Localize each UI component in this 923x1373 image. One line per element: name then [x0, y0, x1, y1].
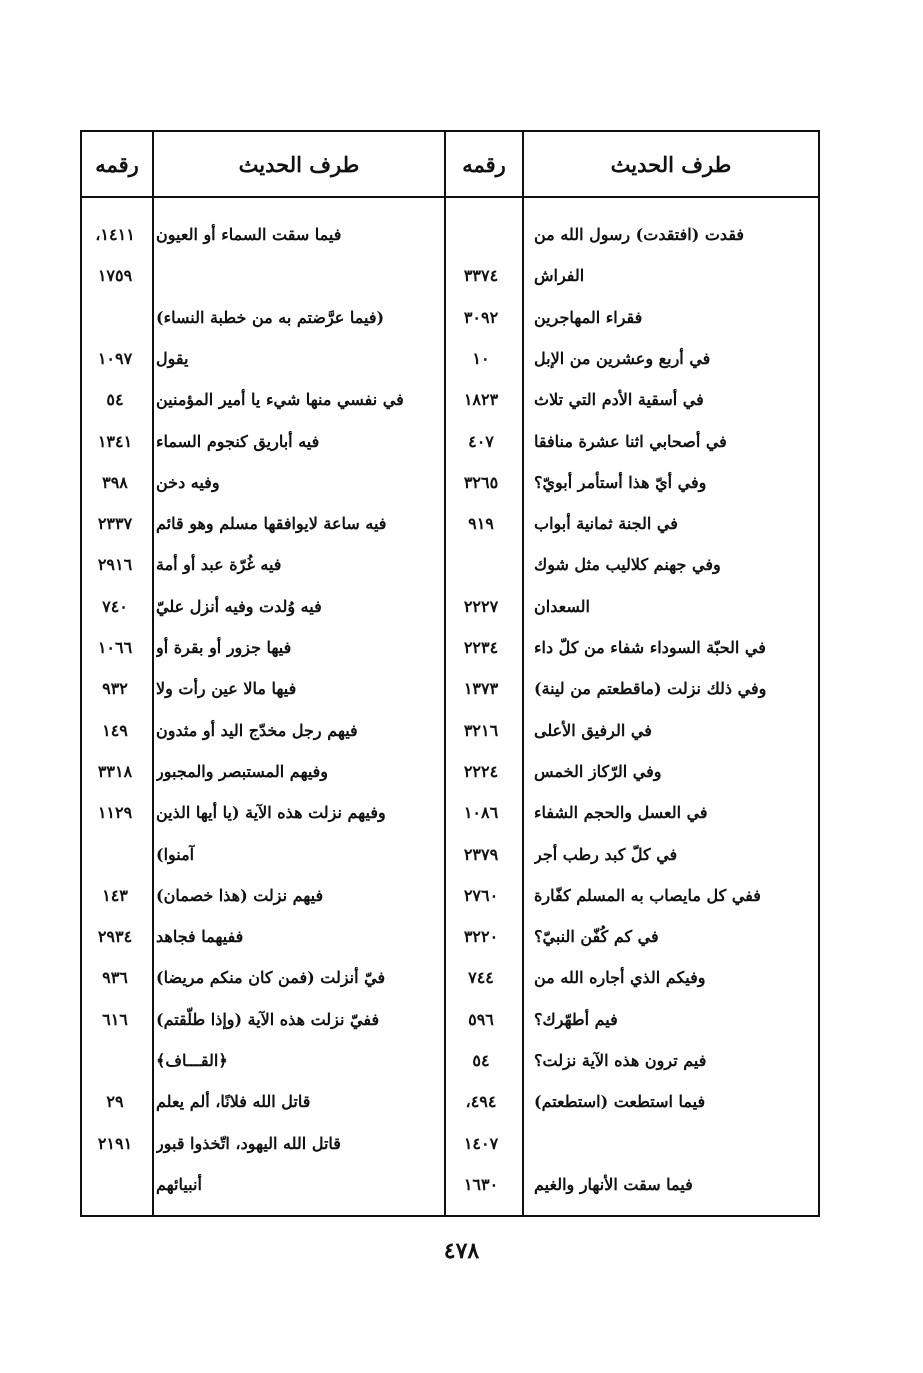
hadith-phrase-right: السعدان [534, 596, 590, 616]
table-row [82, 544, 818, 585]
hadith-number-right: ١٤٠٧ [463, 1133, 499, 1153]
hadith-number-left: ٥٤ [106, 390, 124, 410]
hadith-number-right: ٤٠٧ [468, 431, 494, 451]
table-row [82, 875, 818, 916]
table-row [82, 586, 818, 627]
hadith-phrase-left: فيها مالا عين رأت ولا [156, 679, 297, 699]
hadith-phrase-right: الفراش [534, 266, 585, 286]
hadith-phrase-right: في كلّ كبد رطب أجر [534, 844, 678, 864]
hadith-number-left: ٩٣٢ [102, 679, 128, 699]
hadith-phrase-left: أنبيائهم [156, 1174, 202, 1194]
hadith-number-right: ٣٣٧٤ [463, 266, 499, 286]
hadith-number-left: ١٤٩ [102, 720, 128, 740]
hadith-phrase-left: آمنوا) [156, 844, 195, 864]
table-row [82, 792, 818, 833]
hadith-phrase-right: في الرفيق الأعلى [534, 720, 652, 740]
hadith-number-right: ٢٢٣٤ [463, 638, 499, 657]
hadith-number-left: ١٤٣ [102, 885, 128, 905]
hadith-number-right: ٢٢٢٤ [463, 761, 499, 781]
hadith-phrase-left: (فيما عرَّضتم به من خطبة النساء) [156, 307, 385, 327]
hadith-phrase-left: وفيهم نزلت هذه الآية (يا أيها الذين [156, 803, 386, 823]
hadith-number-right [442, 544, 520, 585]
hadith-number-left: ٧٤٠ [102, 596, 128, 616]
hadith-phrase-left: ففيهما فجاهد [156, 927, 244, 947]
page-number: ٤٧٨ [443, 1238, 480, 1264]
hadith-number-right: ٣٠٩٢ [463, 307, 499, 327]
hadith-index-table [80, 130, 820, 1217]
hadith-phrase-right: في أربع وعشرين من الإبل [534, 348, 711, 368]
hadith-number-left: ٢٣٣٧ [97, 514, 133, 534]
hadith-number-right: ١٨٢٣ [463, 390, 499, 410]
hadith-phrase-right: في كم كُفّن النبيّ؟ [534, 927, 659, 947]
header-divider [82, 196, 818, 198]
hadith-number-right: ٣٢٢٠ [463, 927, 499, 947]
hadith-phrase-left: فيها جزور أو بقرة أو [156, 638, 292, 657]
hadith-phrase-right: وفي جهنم كلاليب مثل شوك [534, 555, 721, 575]
hadith-number-left: ١٧٥٩ [97, 266, 133, 286]
hadith-number-right: ٢٢٢٧ [463, 596, 499, 616]
hadith-number-left: ١٤١١، [95, 225, 135, 244]
hadith-phrase-right: في الجنة ثمانية أبواب [534, 514, 678, 534]
hadith-phrase-left: يقول [156, 348, 189, 368]
hadith-number-right: ٥٩٦ [468, 1009, 494, 1029]
hadith-number-right: ٣٢٦٥ [463, 472, 499, 492]
hadith-phrase-left: قاتل الله اليهود، اتّخذوا قبور [156, 1133, 341, 1153]
hadith-phrase-right: فيم ترون هذه الآية نزلت؟ [534, 1051, 707, 1070]
hadith-number-left: ١٣٤١ [97, 431, 133, 451]
hadith-number-right: ٢٧٦٠ [463, 885, 499, 905]
hadith-phrase-right: فيم أطهّرك؟ [534, 1009, 618, 1029]
hadith-number-left [80, 834, 150, 875]
hadith-phrase-right: فيما سقت الأنهار والغيم [534, 1174, 693, 1194]
hadith-number-left: ٣٣١٨ [97, 761, 133, 781]
hadith-phrase-left: فيما سقت السماء أو العيون [156, 225, 342, 244]
hadith-phrase-right: وفي الرّكاز الخمس [534, 761, 662, 781]
hadith-phrase-left: فيّ أنزلت (فمن كان منكم مريضا) [156, 968, 386, 988]
hadith-phrase-left: فيهم رجل مخدّج اليد أو مثدون [156, 720, 358, 740]
table-row [82, 1081, 818, 1122]
hadith-phrase-left: فيه وُلدت وفيه أنزل عليّ [156, 596, 322, 616]
table-row [82, 834, 818, 875]
table-row [82, 1164, 818, 1205]
table-row [82, 338, 818, 379]
hadith-number-right: ١٠٨٦ [463, 803, 499, 823]
hadith-phrase-right: في الحبّة السوداء شفاء من كلّ داء [534, 638, 766, 657]
hadith-number-left: ١١٢٩ [97, 803, 133, 823]
hadith-phrase-right: ففي كل مايصاب به المسلم كفّارة [534, 885, 761, 905]
hadith-number-left: ٣٩٨ [102, 472, 128, 492]
hadith-phrase-right: وفي ذلك نزلت (ماقطعتم من لينة) [534, 679, 767, 699]
hadith-number-right: ٤٩٤، [465, 1092, 497, 1112]
hadith-phrase-right: وفيكم الذي أجاره الله من [534, 968, 706, 988]
hadith-number-left: ١٠٦٦ [97, 638, 133, 657]
header-tarf-right: طرف الحديث [610, 151, 732, 177]
hadith-phrase-right [534, 1123, 810, 1164]
hadith-phrase-right: فقدت (افتقدت) رسول الله من [534, 225, 745, 244]
hadith-number-left [80, 1164, 150, 1205]
header-raqm-right: رقمه [462, 151, 506, 177]
hadith-number-right: ٩١٩ [468, 514, 494, 534]
table-row [82, 916, 818, 957]
hadith-number-right: ٣٢١٦ [463, 720, 499, 740]
table-row [82, 710, 818, 751]
hadith-number-right: ١٣٧٣ [463, 679, 499, 699]
table-row [82, 957, 818, 998]
hadith-number-left: ٦١٦ [102, 1009, 128, 1029]
header-tarf-left: طرف الحديث [238, 151, 360, 177]
table-row [82, 421, 818, 462]
hadith-phrase-right: في العسل والحجم الشفاء [534, 803, 708, 823]
table-row [82, 379, 818, 420]
header-raqm-left: رقمه [95, 151, 139, 177]
hadith-phrase-right: في أصحابي اثنا عشرة منافقا [534, 431, 727, 451]
hadith-number-left [80, 1040, 150, 1081]
table-row [82, 627, 818, 668]
table-row [82, 255, 818, 296]
hadith-number-right: ١٠ [472, 348, 490, 368]
hadith-number-left: ١٠٩٧ [97, 348, 133, 368]
hadith-phrase-left [156, 255, 438, 296]
hadith-phrase-left: وفيهم المستبصر والمجبور [156, 761, 329, 781]
hadith-phrase-right: وفي أيّ هذا أستأمر أبويّ؟ [534, 472, 707, 492]
hadith-phrase-right: في أسقية الأدم التي تلاث [534, 390, 704, 410]
hadith-phrase-left: فيه ساعة لايوافقها مسلم وهو قائم [156, 514, 387, 534]
hadith-number-left: ٢٩١٦ [97, 555, 133, 575]
hadith-number-right: ٥٤ [472, 1051, 490, 1070]
hadith-number-right: ٢٣٧٩ [463, 844, 499, 864]
hadith-number-right [442, 214, 520, 255]
hadith-phrase-left: في نفسي منها شيء يا أمير المؤمنين [156, 390, 404, 410]
hadith-phrase-left: قاتل الله فلانًا، ألم يعلم [156, 1092, 311, 1112]
hadith-number-right: ١٦٣٠ [463, 1174, 499, 1194]
hadith-phrase-right: فيما استطعت (استطعتم) [534, 1092, 706, 1112]
table-row [82, 1040, 818, 1081]
table-row [82, 462, 818, 503]
table-row [82, 1123, 818, 1164]
table-row [82, 214, 818, 255]
hadith-phrase-left: ﴿القـــاف﴾ [156, 1051, 228, 1070]
hadith-phrase-left: وفيه دخن [156, 472, 220, 492]
hadith-number-left: ٢٩٣٤ [97, 927, 133, 947]
hadith-phrase-left: فيهم نزلت (هذا خصمان) [156, 885, 324, 905]
hadith-number-left: ٩٣٦ [102, 968, 128, 988]
hadith-phrase-left: فيه أباريق كنجوم السماء [156, 431, 320, 451]
table-row [82, 751, 818, 792]
table-row [82, 297, 818, 338]
table-row [82, 999, 818, 1040]
hadith-number-left: ٢٩ [106, 1092, 124, 1112]
hadith-number-left [80, 297, 150, 338]
hadith-phrase-left: ففيّ نزلت هذه الآية (وإذا طلّقتم) [156, 1009, 380, 1029]
hadith-number-right: ٧٤٤ [468, 968, 494, 988]
table-row [82, 668, 818, 709]
hadith-phrase-left: فيه غُرّة عبد أو أمة [156, 555, 282, 575]
hadith-number-left: ٢١٩١ [97, 1133, 133, 1153]
hadith-phrase-right: فقراء المهاجرين [534, 307, 643, 327]
table-row [82, 503, 818, 544]
